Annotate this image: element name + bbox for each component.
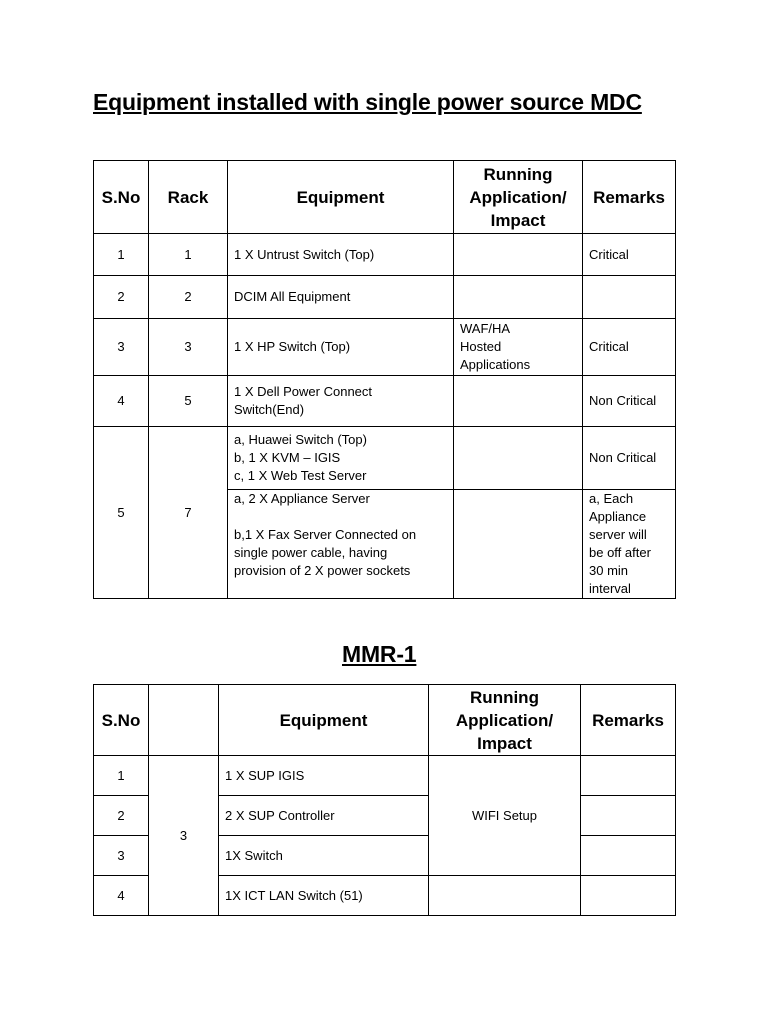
table-row <box>94 319 676 376</box>
cell-sno: 3 <box>94 836 149 876</box>
cell-equipment: a, Huawei Switch (Top) b, 1 X KVM – IGIS c, 1 X Web Test Server <box>228 427 454 490</box>
mdc-equipment-table <box>93 160 676 599</box>
cell-equipment: DCIM All Equipment <box>228 276 454 319</box>
header-equipment: Equipment <box>219 685 429 756</box>
header-equipment: Equipment <box>228 161 454 234</box>
cell-application: WAF/HA Hosted Applications <box>454 319 583 376</box>
header-running-application: Running Application/ Impact <box>429 685 581 756</box>
cell-remarks: Critical <box>583 234 676 276</box>
section-title: MMR-1 <box>342 641 417 667</box>
header-sno: S.No <box>94 161 149 234</box>
cell-remarks <box>581 836 676 876</box>
cell-equipment: 1 X Dell Power Connect Switch(End) <box>228 376 454 427</box>
cell-application <box>454 276 583 319</box>
cell-remarks: Non Critical <box>583 376 676 427</box>
header-running-application: Running Application/ Impact <box>454 161 583 234</box>
cell-sno: 2 <box>94 276 149 319</box>
cell-remarks <box>581 756 676 796</box>
header-row <box>94 161 676 234</box>
table-row <box>94 756 676 796</box>
cell-equipment: 2 X SUP Controller <box>219 796 429 836</box>
cell-rack: 2 <box>149 276 228 319</box>
cell-sno: 5 <box>94 427 149 599</box>
cell-application: WIFI Setup <box>429 756 581 876</box>
table-row <box>94 376 676 427</box>
cell-sno: 1 <box>94 234 149 276</box>
table-row <box>94 234 676 276</box>
cell-sno: 1 <box>94 756 149 796</box>
cell-rack: 1 <box>149 234 228 276</box>
cell-application <box>454 490 583 599</box>
header-blank <box>149 685 219 756</box>
cell-sno: 2 <box>94 796 149 836</box>
cell-equipment: 1 X HP Switch (Top) <box>228 319 454 376</box>
cell-sno: 3 <box>94 319 149 376</box>
cell-application <box>454 234 583 276</box>
cell-remarks <box>581 796 676 836</box>
header-sno: S.No <box>94 685 149 756</box>
cell-equipment: 1X ICT LAN Switch (51) <box>219 876 429 916</box>
cell-remarks <box>583 276 676 319</box>
cell-equipment: a, 2 X Appliance Server b,1 X Fax Server Connected on single power cable, having provision of 2 X power sockets <box>228 490 454 599</box>
cell-remarks: Critical <box>583 319 676 376</box>
cell-application <box>454 427 583 490</box>
header-row <box>94 685 676 756</box>
cell-sno: 4 <box>94 376 149 427</box>
cell-rack: 7 <box>149 427 228 599</box>
header-rack: Rack <box>149 161 228 234</box>
cell-remarks: a, Each Appliance server will be off after 30 min interval <box>583 490 676 599</box>
cell-rack: 3 <box>149 319 228 376</box>
cell-equipment: 1 X SUP IGIS <box>219 756 429 796</box>
cell-application <box>454 376 583 427</box>
cell-remarks <box>581 876 676 916</box>
mmr-equipment-table <box>93 684 676 916</box>
cell-sno: 4 <box>94 876 149 916</box>
header-remarks: Remarks <box>583 161 676 234</box>
cell-equipment: 1 X Untrust Switch (Top) <box>228 234 454 276</box>
cell-application <box>429 876 581 916</box>
table-row <box>94 276 676 319</box>
header-remarks: Remarks <box>581 685 676 756</box>
cell-remarks: Non Critical <box>583 427 676 490</box>
cell-equipment: 1X Switch <box>219 836 429 876</box>
cell-rack: 3 <box>149 756 219 916</box>
cell-rack: 5 <box>149 376 228 427</box>
page-title: Equipment installed with single power source MDC <box>93 89 642 115</box>
table-row <box>94 427 676 490</box>
